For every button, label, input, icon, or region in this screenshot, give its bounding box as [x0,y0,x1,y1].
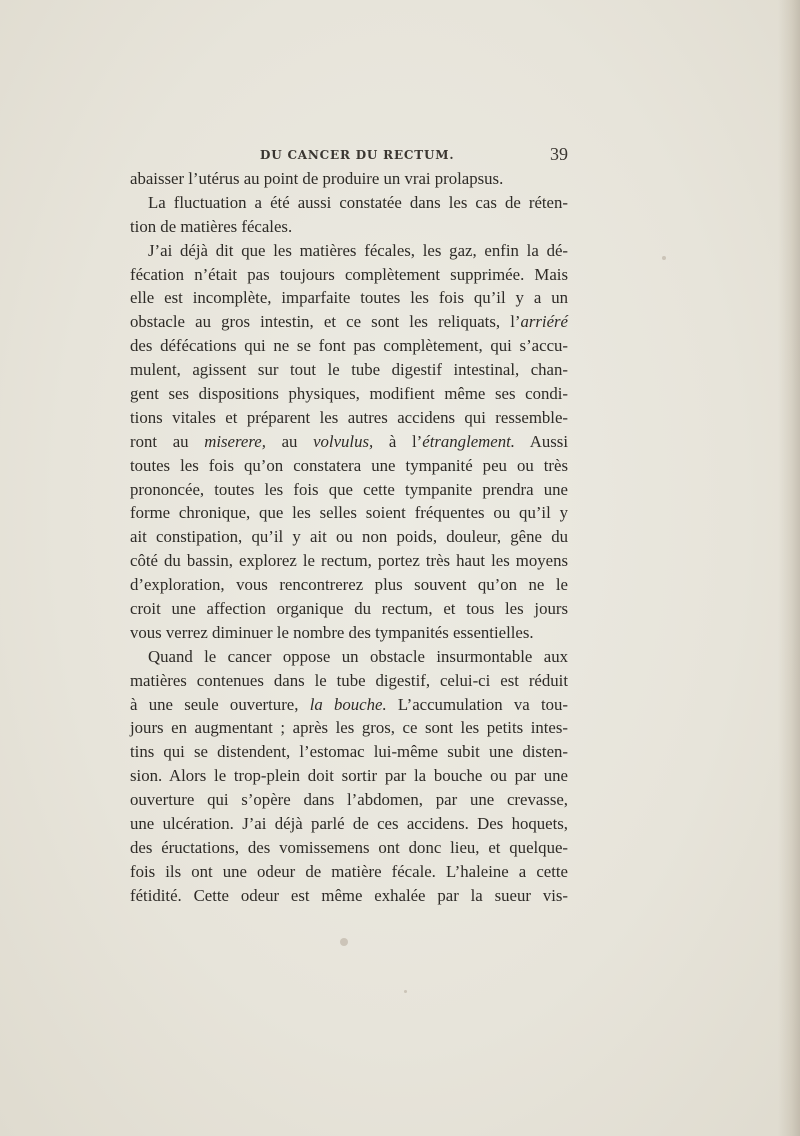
text-line: prononcée, toutes les fois que cette tympanite prendra une [130,479,568,499]
text-line: tions vitales et préparent les autres accidens qui ressemble- [130,407,568,427]
text-segment: obstacle au gros intestin, et ce sont les reliquats, l’ [130,312,521,332]
text-line: forme chronique, que les selles soient fréquentes ou qu’il y [130,503,568,523]
text-line: fétidité. Cette odeur est même exhalée par la sueur vis- [130,885,568,905]
text-segment: à une seule ouverture, [130,694,310,714]
text-line: des éructations, des vomissemens ont donc lieu, et quelque- [130,837,568,857]
text-segment: Aussi [515,431,568,451]
text-line [130,310,568,334]
text-segment: au [265,431,314,451]
text-line: Quand le cancer oppose un obstacle insurmontable aux [148,646,568,666]
italic-text: la bouche. [309,694,387,714]
text-line: gent ses dispositions physiques, modifient même ses condi- [130,384,568,404]
text-segment: L’accumulation va tou- [386,694,568,714]
text-line: vous verrez diminuer le nombre des tympanités essentielles. [130,622,534,642]
text-line: d’exploration, vous rencontrerez plus souvent qu’on ne le [130,575,568,595]
text-line: abaisser l’utérus au point de produire un vrai prolapsus. [130,169,504,188]
running-title: DU CANCER DU RECTUM. [260,148,455,162]
italic-text: miserere, [204,431,266,451]
text-line: sion. Alors le trop-plein doit sortir par la bouche ou par une [130,766,568,786]
text-line: La fluctuation a été aussi constatée dans les cas de réten- [148,192,568,212]
text-line: ait constipation, qu’il y ait ou non poids, douleur, gêne du [130,527,568,547]
text-line: fécation n’était pas toujours complètement supprimée. Mais [130,264,568,284]
text-line: toutes les fois qu’on constatera une tympanité peu ou très [130,455,568,475]
text-line [130,693,568,717]
text-line: des défécations qui ne se font pas complètement, qui s’accu- [130,336,568,356]
text-line: croit une affection organique du rectum, et tous les jours [130,599,568,619]
page-number: 39 [550,144,568,164]
text-segment: à l’ [373,431,423,451]
running-head [130,146,568,166]
text-line: J’ai déjà dit que les matières fécales, les gaz, enfin la dé- [148,240,568,260]
text-line: fois ils ont une odeur de matière fécale. L’haleine a cette [130,861,568,881]
text-line [130,430,568,454]
text-line: côté du bassin, explorez le rectum, portez très haut les moyens [130,551,568,571]
page-edge-shadow [778,0,800,1136]
text-line: ouverture qui s’opère dans l’abdomen, par une crevasse, [130,790,568,810]
text-line: jours en augmentant ; après les gros, ce sont les petits intes- [130,718,568,738]
text-line: elle est incomplète, imparfaite toutes les fois qu’il y a un [130,288,568,308]
text-line: matières contenues dans le tube digestif, celui-ci est réduit [130,670,568,690]
text-segment: ront au [130,431,205,451]
italic-text: étranglement. [422,431,515,451]
body-text [130,167,568,908]
text-line: tion de matières fécales. [130,216,293,236]
text-line: une ulcération. J’ai déjà parlé de ces accidens. Des hoquets, [130,814,568,834]
paper-spot [662,256,666,260]
text-line: mulent, agissent sur tout le tube digestif intestinal, chan- [130,360,568,380]
italic-text: volvulus, [313,431,374,451]
paper-spot [340,938,348,946]
text-line: tins qui se distendent, l’estomac lui-même subit une disten- [130,742,568,762]
italic-text: arriéré [520,312,568,332]
paper-spot [404,990,407,993]
